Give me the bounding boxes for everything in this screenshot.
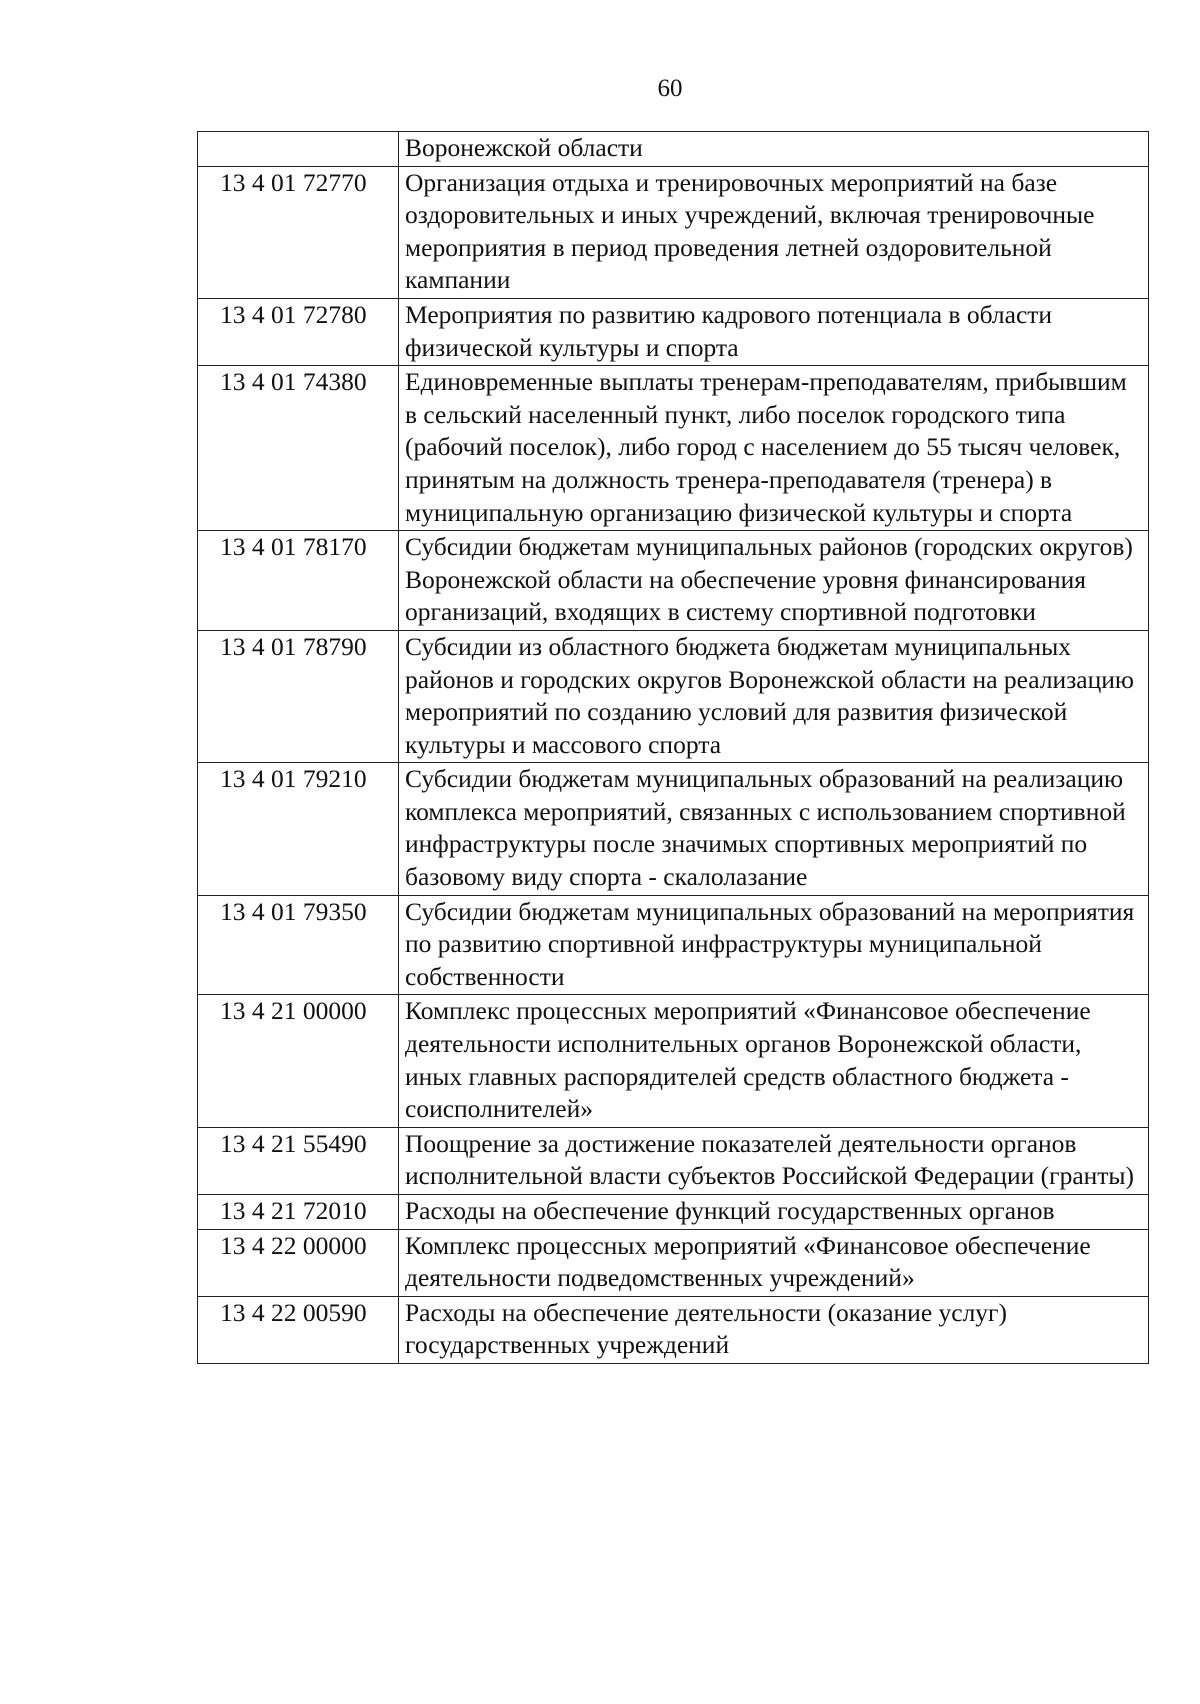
- description-cell: Мероприятия по развитию кадрового потенциала в области физической культуры и спорта: [399, 298, 1149, 365]
- description-cell: Организация отдыха и тренировочных мероприятий на базе оздоровительных и иных учреждений, включая тренировочные мероприятия в период проведения летней оздоровительной кампании: [399, 166, 1149, 298]
- table-row: [198, 1229, 1149, 1296]
- table-row: [198, 166, 1149, 298]
- code-cell: 13 4 01 78790: [198, 630, 399, 762]
- description-cell: Комплекс процессных мероприятий «Финансовое обеспечение деятельности исполнительных органов Воронежской области, иных главных распорядителей средств областного бюджета - соисполнителей»: [399, 995, 1149, 1127]
- code-cell: 13 4 01 78170: [198, 531, 399, 631]
- code-cell: 13 4 21 72010: [198, 1195, 399, 1230]
- code-cell: 13 4 21 55490: [198, 1127, 399, 1194]
- table-row: [198, 895, 1149, 995]
- budget-code-table: [197, 131, 1149, 1364]
- code-cell: 13 4 01 72770: [198, 166, 399, 298]
- code-cell: 13 4 22 00000: [198, 1229, 399, 1296]
- description-cell: Субсидии из областного бюджета бюджетам муниципальных районов и городских округов Воронежской области на реализацию мероприятий по созданию условий для развития физической культуры и массового спорта: [399, 630, 1149, 762]
- table-row: [198, 298, 1149, 365]
- table-row: [198, 630, 1149, 762]
- code-cell: 13 4 01 79210: [198, 763, 399, 895]
- code-cell: 13 4 01 74380: [198, 366, 399, 531]
- code-cell: 13 4 01 79350: [198, 895, 399, 995]
- table-row: [198, 366, 1149, 531]
- code-cell: [198, 132, 399, 167]
- code-cell: 13 4 01 72780: [198, 298, 399, 365]
- description-cell: Расходы на обеспечение деятельности (оказание услуг) государственных учреждений: [399, 1296, 1149, 1363]
- table-row: [198, 132, 1149, 167]
- code-cell: 13 4 22 00590: [198, 1296, 399, 1363]
- description-cell: Субсидии бюджетам муниципальных образований на реализацию комплекса мероприятий, связанных с использованием спортивной инфраструктуры после значимых спортивных мероприятий по базовому виду спорта - скалолазание: [399, 763, 1149, 895]
- description-cell: Субсидии бюджетам муниципальных образований на мероприятия по развитию спортивной инфраструктуры муниципальной собственности: [399, 895, 1149, 995]
- table-row: [198, 1127, 1149, 1194]
- description-cell: Субсидии бюджетам муниципальных районов (городских округов) Воронежской области на обеспечение уровня финансирования организаций, входящих в систему спортивной подготовки: [399, 531, 1149, 631]
- description-cell: Расходы на обеспечение функций государственных органов: [399, 1195, 1149, 1230]
- description-cell: Поощрение за достижение показателей деятельности органов исполнительной власти субъектов Российской Федерации (гранты): [399, 1127, 1149, 1194]
- table-row: [198, 1296, 1149, 1363]
- table-row: [198, 531, 1149, 631]
- table-row: [198, 763, 1149, 895]
- description-cell: Единовременные выплаты тренерам-преподавателям, прибывшим в сельский населенный пункт, либо поселок городского типа (рабочий поселок), либо город с населением до 55 тысяч человек, принятым на должность тренера-преподавателя (тренера) в муниципальную организацию физической культуры и спорта: [399, 366, 1149, 531]
- description-cell: Комплекс процессных мероприятий «Финансовое обеспечение деятельности подведомственных учреждений»: [399, 1229, 1149, 1296]
- page-number: 60: [657, 75, 683, 102]
- table-row: [198, 1195, 1149, 1230]
- description-cell: Воронежской области: [399, 132, 1149, 167]
- code-cell: 13 4 21 00000: [198, 995, 399, 1127]
- table-row: [198, 995, 1149, 1127]
